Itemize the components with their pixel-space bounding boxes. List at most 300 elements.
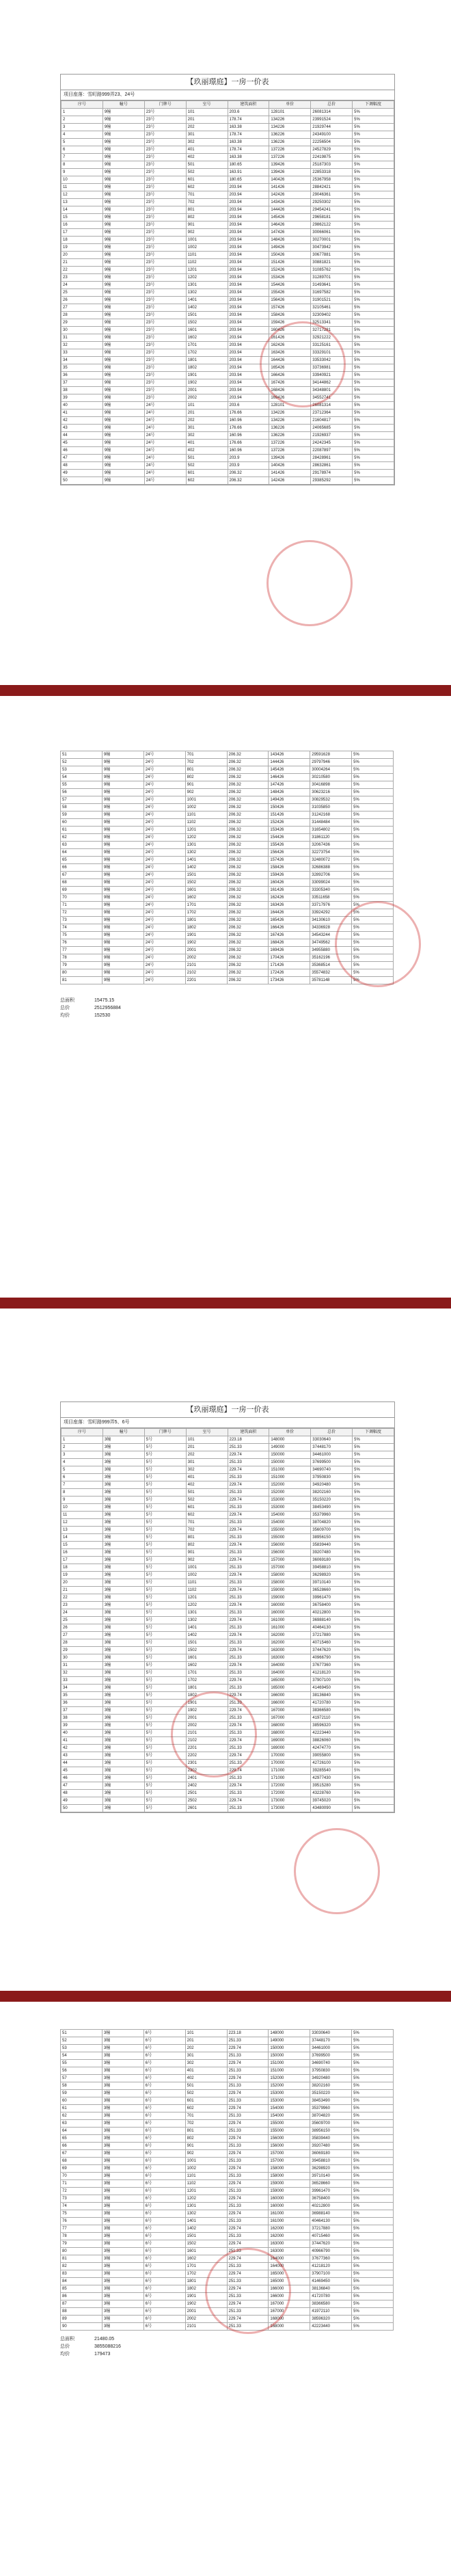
table-cell: 5号 — [144, 1760, 186, 1767]
table-cell: 5号 — [144, 1677, 186, 1685]
table-cell: 203.94 — [228, 387, 269, 394]
table-cell: 3幢 — [102, 1572, 144, 1579]
table-cell: 63 — [61, 2120, 102, 2128]
table-cell: 3幢 — [102, 1459, 144, 1466]
table-cell: 30881821 — [311, 259, 353, 267]
table-cell: 602 — [186, 1512, 228, 1519]
table-row — [62, 1654, 394, 1662]
table-cell: 23号 — [144, 131, 186, 139]
table-cell: 206.32 — [227, 962, 269, 969]
table-cell: 18 — [62, 237, 103, 244]
table-cell: 162000 — [269, 2225, 310, 2233]
table-cell: 38956150 — [310, 2128, 352, 2135]
table-cell: 203.94 — [228, 184, 269, 191]
table-cell: 701 — [186, 1519, 228, 1527]
table-cell: 229.74 — [228, 1632, 269, 1639]
table-cell: 31 — [62, 334, 103, 342]
table-cell: 5% — [353, 440, 394, 447]
table-cell: 5% — [353, 161, 394, 169]
table-cell: 9幢 — [102, 796, 144, 804]
table-cell: 3幢 — [102, 2120, 144, 2128]
table-cell: 3幢 — [102, 1587, 144, 1594]
table-cell: 150000 — [269, 1459, 311, 1466]
table-cell: 3幢 — [102, 2225, 144, 2233]
table-cell: 134226 — [269, 116, 311, 124]
table-cell: 1202 — [186, 1602, 228, 1609]
column-header: 下调幅度 — [353, 101, 394, 109]
table-cell: 5% — [352, 2233, 394, 2240]
table-cell: 9幢 — [102, 282, 144, 289]
table-cell: 3幢 — [102, 1745, 144, 1752]
table-cell: 6号 — [144, 2165, 185, 2173]
table-cell: 206.32 — [227, 857, 269, 864]
table-cell: 139426 — [269, 455, 311, 462]
table-cell: 52 — [61, 2037, 102, 2045]
table-cell: 85 — [61, 2285, 102, 2293]
table-cell: 3幢 — [102, 2180, 144, 2188]
table-cell: 5% — [353, 267, 394, 274]
table-cell: 6号 — [144, 2203, 185, 2210]
table-cell: 5号 — [144, 1632, 186, 1639]
table-cell: 166426 — [269, 372, 311, 379]
table-cell: 5% — [353, 1587, 394, 1594]
table-cell: 5号 — [144, 1617, 186, 1624]
table-cell: 21926937 — [311, 432, 353, 440]
table-cell: 34552741 — [311, 394, 353, 402]
table-cell: 5% — [353, 1685, 394, 1692]
table-row — [61, 864, 394, 872]
table-cell: 2201 — [185, 977, 227, 984]
table-cell: 166000 — [269, 1700, 311, 1707]
table-cell: 5% — [353, 237, 394, 244]
price-sheet-1 — [60, 74, 395, 485]
table-cell: 6号 — [144, 2037, 185, 2045]
table-cell: 3幢 — [102, 1632, 144, 1639]
table-cell: 29454241 — [311, 206, 353, 214]
table-cell: 702 — [185, 759, 227, 766]
table-cell: 9幢 — [102, 909, 144, 917]
table-cell: 40464130 — [311, 1624, 353, 1632]
table-cell: 136226 — [269, 131, 311, 139]
table-cell: 23712364 — [311, 410, 353, 417]
table-cell: 23号 — [144, 282, 186, 289]
table-cell: 5% — [353, 1647, 394, 1654]
table-cell: 5% — [353, 455, 394, 462]
table-row — [61, 2225, 394, 2233]
table-cell: 3幢 — [102, 2240, 144, 2248]
table-cell: 229.74 — [228, 1662, 269, 1669]
table-cell: 5% — [353, 1767, 394, 1775]
table-cell: 163.91 — [228, 169, 269, 176]
table-cell: 5号 — [144, 1572, 186, 1579]
table-cell: 203.94 — [228, 229, 269, 237]
table-cell: 2 — [62, 1444, 103, 1451]
table-cell: 701 — [185, 2112, 227, 2120]
table-row — [62, 199, 394, 206]
table-cell: 3幢 — [102, 1579, 144, 1587]
table-row — [62, 267, 394, 274]
table-cell: 5号 — [144, 1602, 186, 1609]
table-cell: 9幢 — [102, 349, 144, 357]
table-cell: 36528660 — [311, 1587, 353, 1594]
table-cell: 3幢 — [102, 1715, 144, 1722]
table-cell: 5% — [353, 146, 394, 154]
table-cell: 38453490 — [310, 2097, 352, 2105]
page-4 — [0, 2002, 451, 2576]
table-cell: 1202 — [186, 274, 228, 282]
table-cell: 151426 — [269, 259, 311, 267]
table-row — [61, 819, 394, 827]
table-cell: 223.18 — [228, 1436, 269, 1444]
table-cell: 5% — [352, 2082, 394, 2090]
table-cell: 31697582 — [311, 289, 353, 297]
table-cell: 9幢 — [102, 834, 144, 842]
table-cell: 41972110 — [310, 2308, 352, 2316]
table-cell: 6号 — [144, 2158, 185, 2165]
table-cell: 36758400 — [311, 1602, 353, 1609]
table-cell: 9 — [62, 169, 103, 176]
table-cell: 3幢 — [102, 1692, 144, 1700]
table-cell: 5% — [353, 109, 394, 116]
table-cell: 136226 — [269, 425, 311, 432]
table-cell: 5% — [352, 2316, 394, 2323]
table-cell: 59 — [61, 811, 102, 819]
table-cell: 3幢 — [102, 2150, 144, 2158]
table-row — [62, 214, 394, 222]
table-row — [61, 842, 394, 849]
table-cell: 163426 — [269, 902, 310, 909]
table-cell: 155000 — [269, 1527, 311, 1534]
table-cell: 23号 — [144, 199, 186, 206]
summary-label: 均价 — [60, 1013, 70, 1018]
table-cell: 802 — [185, 2135, 227, 2143]
table-cell: 6号 — [144, 2052, 185, 2060]
page-separator — [0, 685, 451, 696]
table-cell: 1401 — [186, 297, 228, 304]
table-cell: 3幢 — [102, 1760, 144, 1767]
summary-label: 总面积 — [60, 998, 74, 1003]
table-cell: 11 — [62, 184, 103, 191]
table-row — [61, 2233, 394, 2240]
table-row — [62, 1602, 394, 1609]
table-cell: 251.33 — [227, 2112, 269, 2120]
table-cell: 32309402 — [311, 312, 353, 319]
table-cell: 9幢 — [102, 819, 144, 827]
table-row — [62, 312, 394, 319]
table-cell: 9幢 — [102, 357, 144, 364]
table-cell: 5% — [353, 312, 394, 319]
table-cell: 251.33 — [228, 1624, 269, 1632]
table-cell: 24号 — [144, 932, 185, 939]
table-cell: 88 — [61, 2308, 102, 2316]
table-cell: 6号 — [144, 2060, 185, 2067]
table-cell: 24号 — [144, 879, 185, 887]
table-cell: 229.74 — [227, 2165, 269, 2173]
table-cell: 1701 — [186, 1669, 228, 1677]
table-row — [62, 169, 394, 176]
table-row — [61, 879, 394, 887]
table-cell: 2302 — [186, 1767, 228, 1775]
table-cell: 5% — [353, 1579, 394, 1587]
table-row — [61, 2045, 394, 2052]
table-cell: 5% — [352, 2293, 394, 2300]
table-cell: 9幢 — [102, 394, 144, 402]
table-cell: 6号 — [144, 2097, 185, 2105]
table-cell: 14 — [62, 206, 103, 214]
table-row — [62, 206, 394, 214]
table-cell: 140426 — [269, 462, 311, 470]
table-cell: 1402 — [186, 1632, 228, 1639]
table-cell: 31448484 — [310, 819, 352, 827]
table-cell: 40212800 — [311, 1609, 353, 1617]
table-cell: 169426 — [269, 394, 311, 402]
table-cell: 206.32 — [227, 781, 269, 789]
table-cell: 30270001 — [311, 237, 353, 244]
table-cell: 5% — [353, 334, 394, 342]
table-cell: 502 — [186, 1497, 228, 1504]
table-cell: 1 — [62, 1436, 103, 1444]
table-cell: 251.33 — [227, 2248, 269, 2255]
table-cell: 15 — [62, 1542, 103, 1549]
table-row — [62, 1489, 394, 1497]
table-cell: 302 — [185, 2060, 227, 2067]
table-row — [61, 804, 394, 811]
table-cell: 229.74 — [228, 1602, 269, 1609]
table-row — [62, 387, 394, 394]
table-cell: 6 — [62, 146, 103, 154]
table-row — [62, 1497, 394, 1504]
table-cell: 5% — [353, 1730, 394, 1737]
table-cell: 159000 — [269, 1594, 311, 1602]
table-cell: 9幢 — [102, 387, 144, 394]
table-cell: 5% — [353, 1654, 394, 1662]
table-cell: 24号 — [144, 432, 186, 440]
table-cell: 23号 — [144, 222, 186, 229]
table-cell: 251.33 — [227, 2233, 269, 2240]
table-cell: 3幢 — [102, 1451, 144, 1459]
table-cell: 30004264 — [310, 766, 352, 774]
column-header: 单价 — [269, 1429, 311, 1436]
table-cell: 5号 — [144, 1700, 186, 1707]
table-cell: 23号 — [144, 161, 186, 169]
table-cell: 203.94 — [228, 274, 269, 282]
table-cell: 53 — [61, 2045, 102, 2052]
table-cell: 801 — [186, 1534, 228, 1542]
table-cell: 23号 — [144, 312, 186, 319]
table-cell: 5% — [353, 229, 394, 237]
table-cell: 155426 — [269, 289, 311, 297]
table-cell: 6号 — [144, 2210, 185, 2218]
table-cell: 166000 — [269, 1692, 311, 1700]
table-cell: 5% — [352, 2060, 394, 2067]
table-cell: 802 — [186, 214, 228, 222]
table-cell: 9幢 — [102, 379, 144, 387]
table-cell: 24 — [62, 1609, 103, 1617]
table-cell: 5% — [352, 759, 394, 766]
table-cell: 31085762 — [311, 267, 353, 274]
table-cell: 229.74 — [228, 1677, 269, 1685]
table-cell: 5% — [352, 834, 394, 842]
table-cell: 601 — [186, 176, 228, 184]
table-cell: 301 — [186, 1459, 228, 1466]
table-cell: 152426 — [269, 267, 311, 274]
table-cell: 3幢 — [102, 1466, 144, 1474]
table-cell: 70 — [61, 894, 102, 902]
table-cell: 41469450 — [311, 1685, 353, 1692]
table-cell: 251.33 — [228, 1489, 269, 1497]
table-cell: 33030640 — [310, 2030, 352, 2037]
table-cell: 1802 — [185, 924, 227, 932]
table-cell: 401 — [186, 1474, 228, 1481]
table-cell: 47 — [62, 455, 103, 462]
table-cell: 36988140 — [310, 2210, 352, 2218]
table-cell: 203.94 — [228, 304, 269, 312]
table-row — [62, 1805, 394, 1812]
table-cell: 27 — [62, 304, 103, 312]
table-cell: 5% — [352, 954, 394, 962]
table-cell: 9幢 — [102, 425, 144, 432]
table-cell: 19 — [62, 1572, 103, 1579]
table-cell: 24号 — [144, 751, 185, 759]
table-cell: 9幢 — [102, 432, 144, 440]
table-cell: 6号 — [144, 2128, 185, 2135]
table-cell: 37950830 — [311, 1474, 353, 1481]
table-cell: 165426 — [269, 364, 311, 372]
table-cell: 37217880 — [311, 1632, 353, 1639]
table-cell: 5% — [353, 1572, 394, 1579]
table-cell: 206.32 — [227, 924, 269, 932]
table-row — [62, 139, 394, 146]
table-cell: 9幢 — [102, 146, 144, 154]
table-cell: 5% — [352, 947, 394, 954]
table-cell: 5% — [352, 842, 394, 849]
table-cell: 5% — [353, 470, 394, 477]
table-cell: 137226 — [269, 146, 311, 154]
table-cell: 229.74 — [228, 1647, 269, 1654]
table-cell: 5% — [352, 969, 394, 977]
table-cell: 6号 — [144, 2105, 185, 2112]
table-cell: 6号 — [144, 2308, 185, 2316]
table-cell: 77 — [61, 947, 102, 954]
table-cell: 9幢 — [102, 939, 144, 947]
table-cell: 149000 — [269, 2037, 310, 2045]
table-row — [61, 2037, 394, 2045]
table-cell: 3幢 — [102, 1617, 144, 1624]
table-cell: 23号 — [144, 146, 186, 154]
table-cell: 5% — [353, 1760, 394, 1767]
table-cell: 702 — [185, 2120, 227, 2128]
table-row — [62, 161, 394, 169]
table-cell: 178.74 — [228, 116, 269, 124]
table-row — [62, 1782, 394, 1790]
table-cell: 5% — [353, 1639, 394, 1647]
table-cell: 22256504 — [311, 139, 353, 146]
table-cell: 229.74 — [227, 2210, 269, 2218]
table-cell: 38826060 — [311, 1737, 353, 1745]
table-cell: 55 — [61, 781, 102, 789]
table-cell: 151000 — [269, 1474, 311, 1481]
table-cell: 171426 — [269, 962, 310, 969]
table-cell: 5% — [352, 887, 394, 894]
table-row — [62, 1564, 394, 1572]
table-cell: 146426 — [269, 222, 311, 229]
table-cell: 149426 — [269, 796, 310, 804]
table-cell: 163000 — [269, 1654, 311, 1662]
table-cell: 5% — [352, 977, 394, 984]
table-cell: 5% — [352, 849, 394, 857]
table-cell: 1901 — [186, 1700, 228, 1707]
table-cell: 5号 — [144, 1654, 186, 1662]
table-cell: 701 — [185, 751, 227, 759]
table-cell: 1001 — [185, 2158, 227, 2165]
table-cell: 29591628 — [310, 751, 352, 759]
table-cell: 163000 — [269, 1647, 311, 1654]
table-row — [62, 455, 394, 462]
table-cell: 167000 — [269, 2300, 310, 2308]
table-cell: 251.33 — [228, 1564, 269, 1572]
table-cell: 229.74 — [227, 2135, 269, 2143]
table-cell: 251.33 — [227, 2128, 269, 2135]
table-cell: 180.65 — [228, 161, 269, 169]
table-cell: 6号 — [144, 2316, 185, 2323]
table-cell: 251.33 — [227, 2173, 269, 2180]
table-cell: 206.32 — [228, 470, 269, 477]
table-cell: 251.33 — [228, 1805, 269, 1812]
table-cell: 151000 — [269, 2060, 310, 2067]
table-cell: 178.74 — [228, 131, 269, 139]
table-cell: 206.32 — [227, 827, 269, 834]
table-cell: 5% — [352, 2270, 394, 2278]
table-cell: 9幢 — [102, 364, 144, 372]
column-header: 门牌号 — [144, 1429, 186, 1436]
table-cell: 1302 — [186, 289, 228, 297]
table-cell: 251.33 — [227, 2293, 269, 2300]
table-cell: 56 — [61, 789, 102, 796]
table-cell: 5号 — [144, 1624, 186, 1632]
table-cell: 6号 — [144, 2293, 185, 2300]
table-cell: 9幢 — [102, 462, 144, 470]
table-cell: 49 — [62, 1797, 103, 1805]
table-cell: 162426 — [269, 342, 311, 349]
table-row — [61, 2082, 394, 2090]
table-cell: 5% — [353, 274, 394, 282]
table-cell: 40464130 — [310, 2218, 352, 2225]
table-cell: 2201 — [186, 1745, 228, 1752]
table-cell: 26081314 — [311, 402, 353, 410]
table-cell: 158426 — [269, 312, 311, 319]
table-cell: 81 — [61, 977, 102, 984]
table-cell: 71 — [61, 2180, 102, 2188]
table-cell: 9幢 — [102, 154, 144, 161]
table-cell: 9幢 — [102, 827, 144, 834]
table-cell: 902 — [186, 1557, 228, 1564]
table-cell: 5% — [353, 282, 394, 289]
table-cell: 251.33 — [228, 1474, 269, 1481]
table-cell: 902 — [185, 2150, 227, 2158]
table-cell: 3幢 — [102, 1790, 144, 1797]
table-cell: 5% — [352, 2135, 394, 2143]
summary-value: 21480.05 — [94, 2337, 115, 2342]
table-cell: 5号 — [144, 1587, 186, 1594]
table-row — [61, 2210, 394, 2218]
table-cell: 39745020 — [311, 1797, 353, 1805]
table-cell: 5号 — [144, 1466, 186, 1474]
table-cell: 167000 — [269, 2308, 310, 2316]
table-cell: 3幢 — [102, 2293, 144, 2300]
table-cell: 176.66 — [228, 410, 269, 417]
table-cell: 34543244 — [310, 932, 352, 939]
table-cell: 206.32 — [227, 917, 269, 924]
